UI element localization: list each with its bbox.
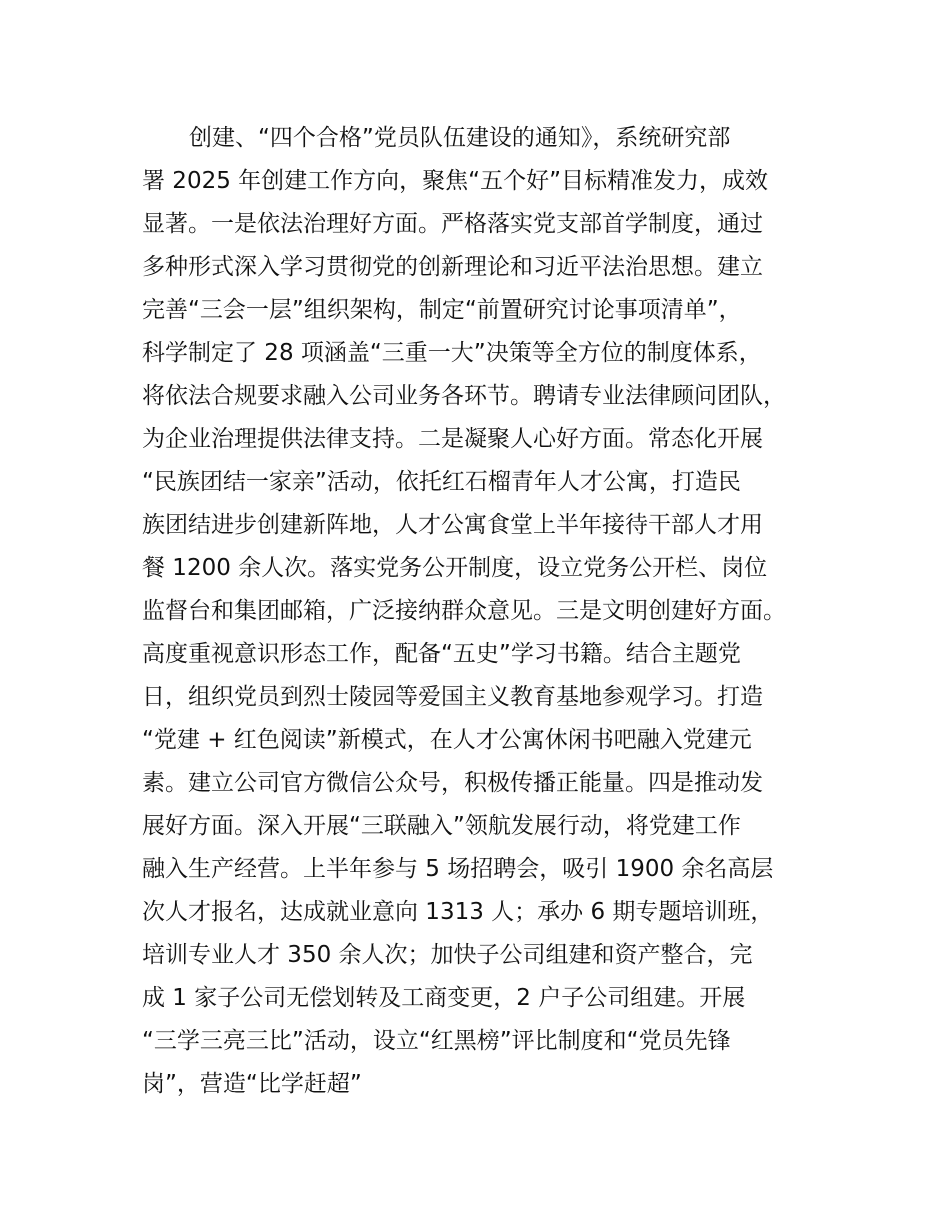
text-line: 培训专业人才 350 余人次；加快子公司组建和资产整合，完 bbox=[142, 942, 753, 968]
text-line: 素。建立公司官方微信公众号，积极传播正能量。四是推动发 bbox=[142, 770, 763, 796]
text-line: 科学制定了 28 项涵盖“三重一大”决策等全方位的制度体系， bbox=[142, 340, 762, 366]
text-line: 高度重视意识形态工作，配备“五史”学习书籍。结合主题党 bbox=[142, 641, 741, 667]
text-line: 将依法合规要求融入公司业务各环节。聘请专业法律顾问团队， bbox=[142, 383, 786, 409]
text-line: 餐 1200 余人次。落实党务公开制度，设立党务公开栏、岗位 bbox=[142, 555, 768, 581]
text-line: “三学三亮三比”活动，设立“红黑榜”评比制度和“党员先锋 bbox=[142, 1028, 731, 1054]
text-line: “民族团结一家亲”活动，依托红石榴青年人才公寓，打造民 bbox=[142, 469, 741, 495]
text-line: 成 1 家子公司无偿划转及工商变更，2 户子公司组建。开展 bbox=[142, 985, 746, 1011]
text-line: 族团结进步创建新阵地，人才公寓食堂上半年接待干部人才用 bbox=[142, 512, 763, 538]
text-line: 完善“三会一层”组织架构，制定“前置研究讨论事项清单”， bbox=[142, 297, 742, 323]
text-line: 次人才报名，达成就业意向 1313 人；承办 6 期专题培训班， bbox=[142, 899, 774, 925]
text-line: 融入生产经营。上半年参与 5 场招聘会，吸引 1900 余名高层 bbox=[142, 856, 774, 882]
text-line: 为企业治理提供法律支持。二是凝聚人心好方面。常态化开展 bbox=[142, 426, 763, 452]
text-line: 多种形式深入学习贯彻党的创新理论和习近平法治思想。建立 bbox=[142, 254, 763, 280]
text-line: 署 2025 年创建工作方向，聚焦“五个好”目标精准发力，成效 bbox=[142, 168, 768, 194]
text-line: 监督台和集团邮箱，广泛接纳群众意见。三是文明创建好方面。 bbox=[142, 598, 786, 624]
text-line: 日，组织党员到烈士陵园等爱国主义教育基地参观学习。打造 bbox=[142, 684, 763, 710]
text-line: 创建、“四个合格”党员队伍建设的通知》，系统研究部 bbox=[189, 125, 731, 151]
text-line: 展好方面。深入开展“三联融入”领航发展行动，将党建工作 bbox=[142, 813, 741, 839]
text-line: 岗”，营造“比学赶超” bbox=[142, 1071, 362, 1097]
text-line: 显著。一是依法治理好方面。严格落实党支部首学制度，通过 bbox=[142, 211, 763, 237]
text-line: “党建 + 红色阅读”新模式，在人才公寓休闲书吧融入党建元 bbox=[142, 727, 752, 753]
